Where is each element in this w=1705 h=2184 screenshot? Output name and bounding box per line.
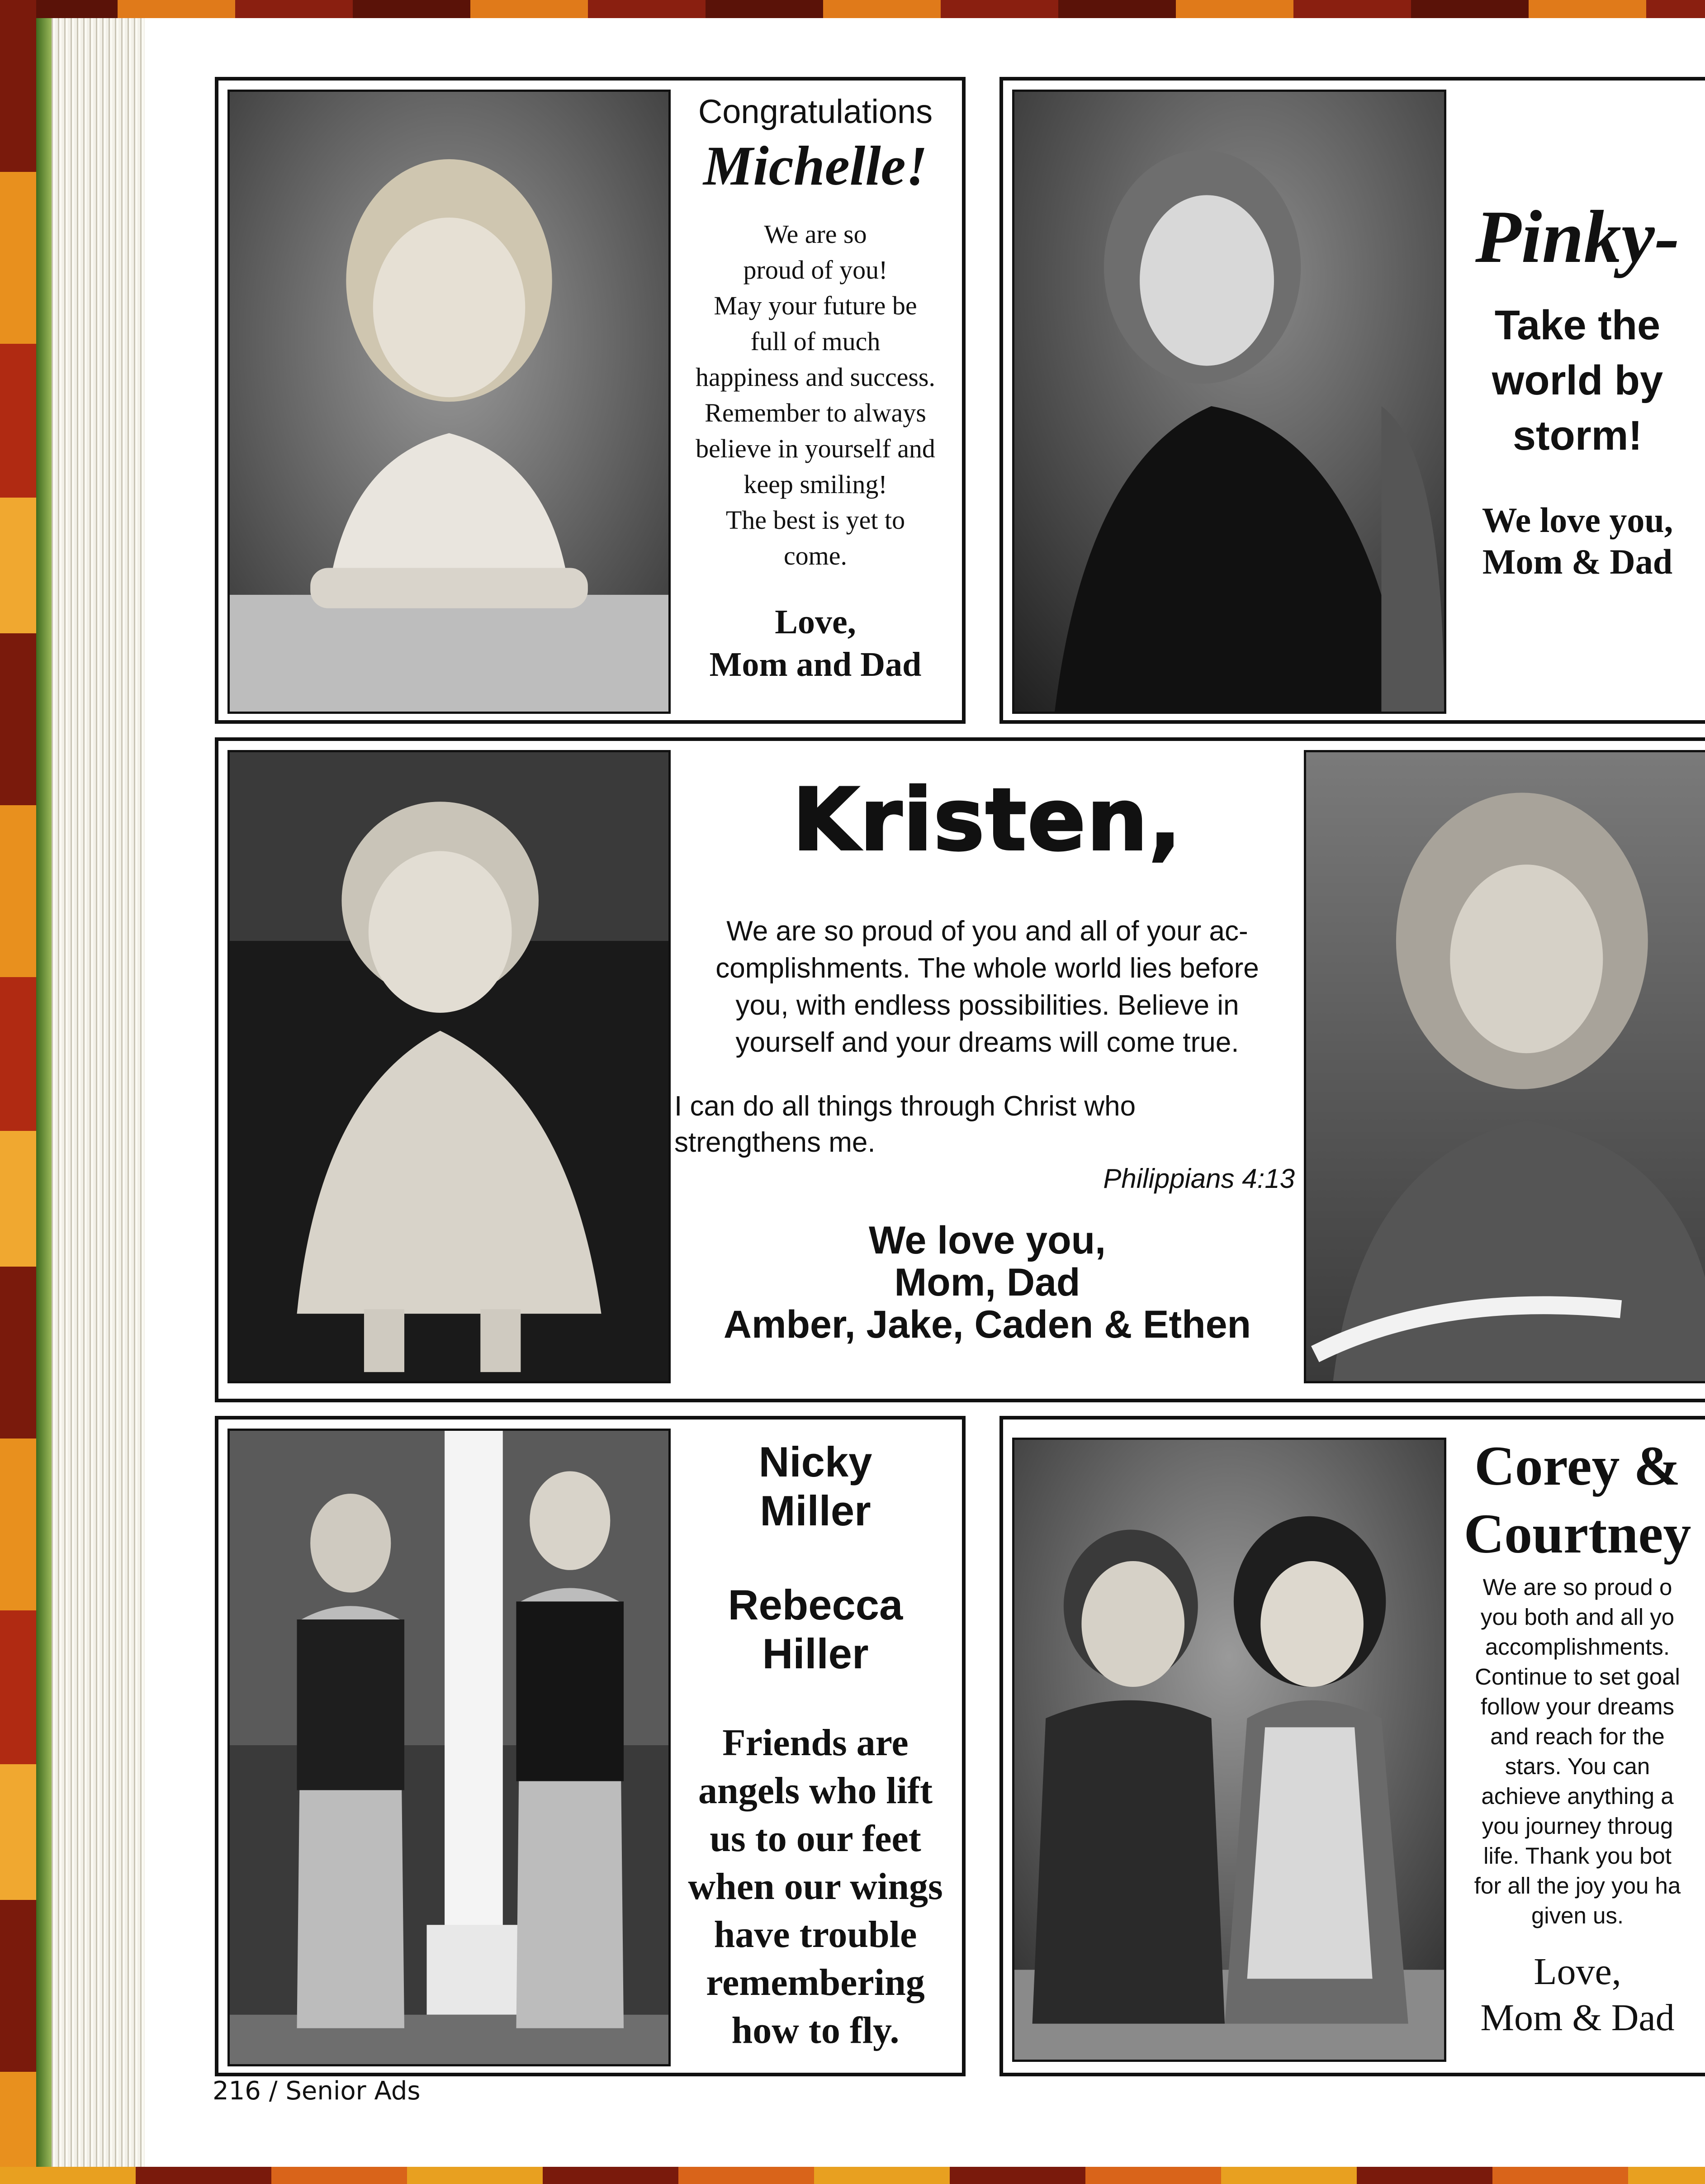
ad-kristen-text bbox=[671, 750, 1304, 1346]
photo-corey-courtney bbox=[1012, 1438, 1446, 2062]
honoree-name: Michelle! bbox=[703, 135, 928, 197]
ad-kristen bbox=[215, 737, 1705, 1402]
page-stack-edges bbox=[36, 18, 145, 2167]
message-line: world by bbox=[1492, 357, 1663, 404]
signature-line: Mom and Dad bbox=[709, 646, 922, 684]
ad-michelle bbox=[215, 77, 966, 724]
signature-line: Love, bbox=[775, 603, 856, 641]
message-line: full of much bbox=[750, 327, 881, 356]
signature-line: Love, bbox=[1534, 1951, 1621, 1993]
message-line: follow your dreams bbox=[1481, 1694, 1674, 1719]
honoree-name: Pinky- bbox=[1475, 195, 1680, 278]
message-line: for all the joy you ha bbox=[1474, 1873, 1681, 1899]
page-folio: 216 / Senior Ads bbox=[213, 2076, 421, 2106]
message-line: stars. You can bbox=[1505, 1753, 1650, 1779]
quote-line: remembering bbox=[706, 1961, 925, 2004]
message-line: you, with endless possibilities. Believe in bbox=[735, 990, 1239, 1021]
quote-line: Friends are bbox=[722, 1722, 909, 1764]
message-line: May your future be bbox=[714, 291, 917, 320]
photo-pinky-senior bbox=[1012, 90, 1446, 714]
name-line: Rebecca bbox=[728, 1581, 903, 1629]
message-line: We are so bbox=[764, 219, 867, 249]
message-line: yourself and your dreams will come true. bbox=[735, 1027, 1239, 1058]
heading: Congratulations bbox=[698, 93, 933, 130]
message-line: We are so proud o bbox=[1482, 1574, 1672, 1600]
message-line: storm! bbox=[1512, 413, 1643, 459]
honoree-name bbox=[1446, 1432, 1705, 1568]
ad-corey-text bbox=[1446, 1429, 1705, 2041]
message-line: Continue to set goal bbox=[1475, 1664, 1680, 1690]
name-line: Miller bbox=[760, 1487, 871, 1534]
honoree-name: Kristen, bbox=[792, 770, 1183, 870]
signature-line: Mom, Dad bbox=[894, 1261, 1080, 1304]
name-line: Courtney bbox=[1463, 1503, 1691, 1565]
message-line: and reach for the bbox=[1490, 1723, 1665, 1749]
friendship-quote bbox=[671, 1719, 960, 2055]
message-line: Remember to always bbox=[705, 398, 926, 427]
bible-verse bbox=[671, 1088, 1304, 1161]
message bbox=[1446, 298, 1705, 463]
name-line: Nicky bbox=[758, 1438, 872, 1486]
signature bbox=[1446, 499, 1705, 583]
signature-line: We love you, bbox=[1482, 500, 1673, 540]
quote-line: angels who lift bbox=[698, 1770, 933, 1812]
message-line: life. Thank you bot bbox=[1483, 1843, 1672, 1869]
message-line: keep smiling! bbox=[744, 470, 887, 499]
quote-line: how to fly. bbox=[731, 2009, 900, 2051]
ad-nicky-text bbox=[671, 1429, 960, 2055]
message-line: believe in yourself and bbox=[696, 434, 935, 463]
verse-line: strengthens me. bbox=[674, 1127, 876, 1158]
photo-kristen-toddler bbox=[227, 750, 671, 1383]
message-line: accomplishments. bbox=[1485, 1634, 1670, 1660]
verse-reference: Philippians 4:13 bbox=[1103, 1163, 1295, 1194]
message-line: given us. bbox=[1531, 1903, 1624, 1928]
message bbox=[671, 913, 1304, 1061]
message-line: happiness and success. bbox=[696, 362, 935, 392]
book-cover-spine bbox=[0, 0, 36, 2184]
signature-line: Mom & Dad bbox=[1480, 1997, 1675, 2039]
ad-nicky-rebecca bbox=[215, 1416, 966, 2076]
ad-pinky bbox=[999, 77, 1705, 724]
signature-line: Amber, Jake, Caden & Ethen bbox=[723, 1303, 1251, 1346]
name-line: Hiller bbox=[762, 1630, 869, 1677]
honoree-name-nicky bbox=[671, 1438, 960, 1535]
message-line: you journey throug bbox=[1482, 1813, 1673, 1839]
ad-michelle-text bbox=[671, 90, 960, 686]
signature bbox=[1446, 1949, 1705, 2041]
message-line: complishments. The whole world lies before bbox=[715, 953, 1259, 984]
message-line: The best is yet to bbox=[725, 505, 905, 535]
ad-pinky-text bbox=[1446, 90, 1705, 583]
message-line: Take the bbox=[1494, 302, 1661, 348]
yearbook-page bbox=[145, 18, 1705, 2167]
quote-line: when our wings bbox=[688, 1866, 943, 1908]
photo-michelle-child bbox=[227, 90, 671, 714]
signature-line: We love you, bbox=[868, 1219, 1106, 1262]
message-line: come. bbox=[783, 541, 848, 570]
quote-line: us to our feet bbox=[710, 1818, 921, 1860]
photo-nicky-rebecca bbox=[227, 1429, 671, 2066]
verse-line: I can do all things through Christ who bbox=[674, 1091, 1136, 1122]
message bbox=[1446, 1572, 1705, 1931]
honoree-name-rebecca bbox=[671, 1581, 960, 1678]
book-cover-top-edge bbox=[0, 0, 1705, 18]
signature bbox=[671, 601, 960, 686]
photo-kristen-senior bbox=[1304, 750, 1705, 1383]
message-line: you both and all yo bbox=[1480, 1604, 1675, 1630]
signature-line: Mom & Dad bbox=[1482, 542, 1673, 581]
name-line: Corey & bbox=[1474, 1435, 1681, 1497]
message-line: proud of you! bbox=[743, 255, 888, 285]
quote-line: have trouble bbox=[714, 1913, 917, 1956]
message-line: We are so proud of you and all of your ac- bbox=[726, 916, 1248, 947]
book-cover-bottom-edge bbox=[0, 2167, 1705, 2184]
message bbox=[671, 216, 960, 574]
signature bbox=[671, 1220, 1304, 1346]
message-line: achieve anything a bbox=[1481, 1783, 1674, 1809]
ad-corey-courtney bbox=[999, 1416, 1705, 2076]
